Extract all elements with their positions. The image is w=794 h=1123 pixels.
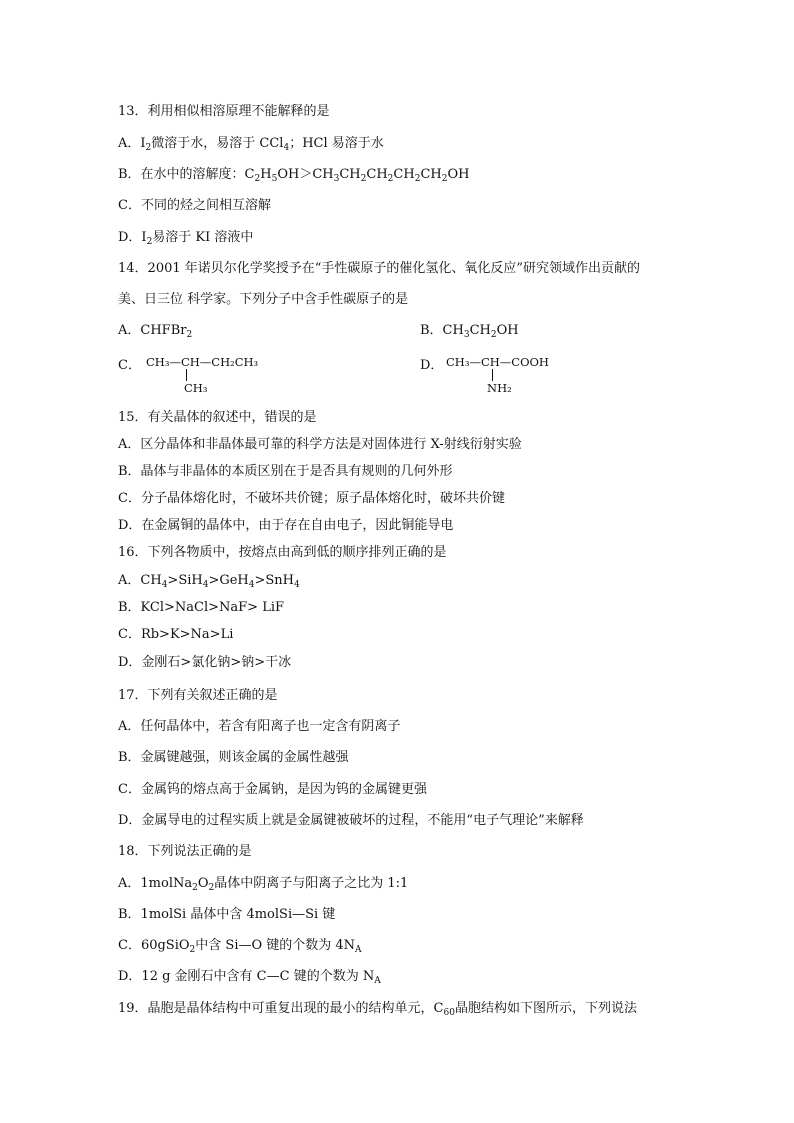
- q18-option-a: A．$1molNa_2O_2$晶体中阴离子与阳离子之比为 1:1: [118, 876, 409, 893]
- q14-option-d-substituent: NH₂: [487, 381, 512, 395]
- q13-option-a: A．$I_2$微溶于水，易溶于 CCl$_4$；HCl 易溶于水: [118, 136, 384, 153]
- q17-stem: 17．下列有关叙述正确的是: [118, 688, 278, 703]
- q14-option-c-structure: CH₃—CH—CH₂CH₃: [146, 355, 259, 369]
- q17-option-c: C．金属钨的熔点高于金属钠，是因为钨的金属键更强: [118, 782, 427, 797]
- q13-option-d: D．$I_2$易溶于 KI 溶液中: [118, 230, 254, 247]
- q14-option-b: B．$CH_3CH_2OH$: [420, 323, 519, 340]
- q18-option-d: D．12 g 金刚石中含有 C—C 键的个数为 $N_A$: [118, 969, 381, 986]
- q18-option-c: C．60gSiO$_2$中含 Si—O 键的个数为 $4N_A$: [118, 938, 362, 955]
- q13-option-b: B．在水中的溶解度：$C_2H_5OH>CH_3CH_2CH_2CH_2CH_2OH$: [118, 167, 470, 184]
- q14-option-c-label: C．: [118, 358, 141, 373]
- q16-option-b: B．KCl>NaCl>NaF> LiF: [118, 600, 285, 615]
- q13-stem: 13．利用相似相溶原理不能解释的是: [118, 104, 330, 119]
- q14-option-d-structure: CH₃—CH—COOH: [446, 355, 549, 369]
- q16-option-c: C．Rb>K>Na>Li: [118, 627, 234, 642]
- q16-option-a: A．$CH_4>SiH_4>GeH_4>SnH_4$: [118, 573, 300, 590]
- q15-option-b: B．晶体与非晶体的本质区别在于是否具有规则的几何外形: [118, 464, 453, 479]
- q18-stem: 18．下列说法正确的是: [118, 844, 252, 859]
- q15-option-d: D．在金属铜的晶体中，由于存在自由电子，因此铜能导电: [118, 518, 454, 533]
- q17-option-d: D．金属导电的过程实质上就是金属键被破坏的过程，不能用“电子气理论”来解释: [118, 813, 584, 828]
- q14-option-a: A．CHFBr$_2$: [118, 323, 193, 340]
- q16-option-d: D．金刚石>氯化钠>钠>干冰: [118, 655, 292, 670]
- q14-option-d-bond: [492, 369, 493, 381]
- q14-option-c-bond: [186, 369, 187, 381]
- q17-option-b: B．金属键越强，则该金属的金属性越强: [118, 750, 349, 765]
- q17-option-a: A．任何晶体中，若含有阳离子也一定含有阴离子: [118, 719, 401, 734]
- q16-stem: 16．下列各物质中，按熔点由高到低的顺序排列正确的是: [118, 545, 447, 560]
- q14-stem-line-2: 美、日三位 科学家。下列分子中含手性碳原子的是: [118, 292, 409, 307]
- q13-option-c: C．不同的烃之间相互溶解: [118, 198, 271, 213]
- q15-stem: 15．有关晶体的叙述中，错误的是: [118, 410, 317, 425]
- q15-option-c: C．分子晶体熔化时，不破坏共价键；原子晶体熔化时，破坏共价键: [118, 491, 505, 506]
- q14-stem-line-1: 14．2001 年诺贝尔化学奖授予在“手性碳原子的催化氢化、氧化反应”研究领域作出贡献的: [118, 261, 641, 276]
- q15-option-a: A．区分晶体和非晶体最可靠的科学方法是对固体进行 X-射线衍射实验: [118, 437, 522, 452]
- q14-option-c-substituent: CH₃: [184, 381, 208, 395]
- q18-option-b: B．1molSi 晶体中含 4molSi—Si 键: [118, 907, 336, 922]
- q14-option-d-label: D．: [420, 358, 444, 373]
- q19-stem: 19．晶胞是晶体结构中可重复出现的最小的结构单元，$C_{60}$晶胞结构如下图所示，下列说法: [118, 1001, 637, 1018]
